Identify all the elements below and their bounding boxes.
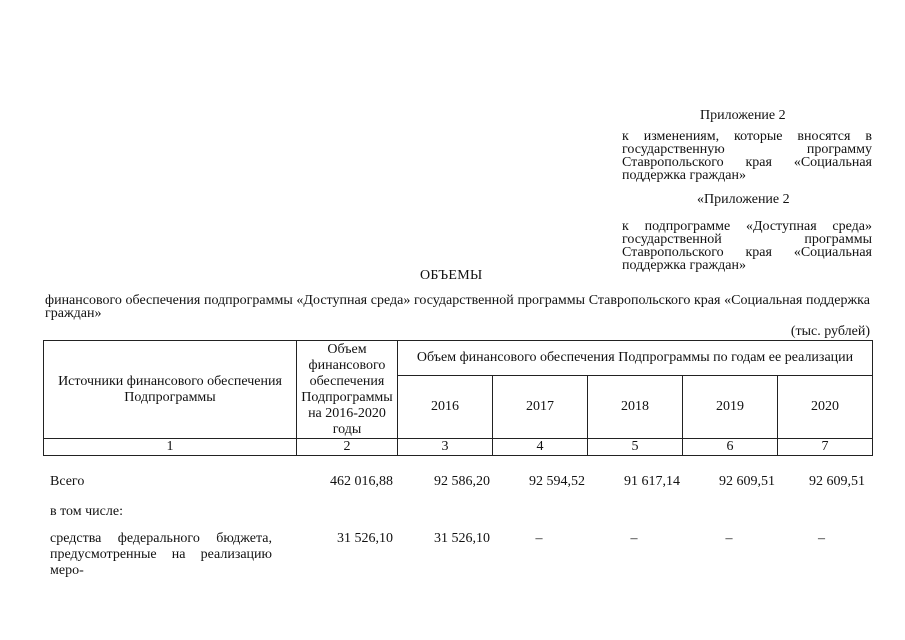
row-value: – [818,531,825,546]
header-year: 2020 [778,376,873,439]
row-value: 92 594,52 [529,474,585,489]
header-year: 2016 [398,376,493,439]
appendix-title: Приложение 2 [700,108,786,123]
column-number: 1 [44,439,297,456]
subprogram-appendix-title: «Приложение 2 [697,192,790,207]
row-label: в том числе: [50,504,123,519]
units-label: (тыс. рублей) [790,324,870,339]
row-value: – [630,531,638,546]
row-value: 92 586,20 [434,474,490,489]
row-value: 91 617,14 [624,474,680,489]
appendix-text: к изменениям, которые вносятся в государственную программу Ставропольского края «Социальная поддержка граждан» [622,129,872,183]
column-number: 6 [683,439,778,456]
column-number: 7 [778,439,873,456]
column-number: 4 [493,439,588,456]
header-year: 2019 [683,376,778,439]
financing-table [43,340,873,456]
column-number: 2 [297,439,398,456]
document-subheading: финансового обеспечения подпрограммы «Доступная среда» государственной программы Ставропольского края «Социальная поддержка граждан» [45,293,870,321]
column-number: 5 [588,439,683,456]
row-label: средства федерального бюджета, предусмотренные на реализацию меро- [50,531,272,578]
header-years-group: Объем финансового обеспечения Подпрограммы по годам ее реализации [398,341,873,376]
row-value: 31 526,10 [434,531,490,546]
row-value: – [535,531,543,546]
header-year: 2017 [493,376,588,439]
header-year: 2018 [588,376,683,439]
row-value: 92 609,51 [809,474,865,489]
header-sources: Источники финансового обеспечения Подпрограммы [44,341,297,439]
header-total: Объем финансового обеспечения Подпрограммы на 2016-2020 годы [297,341,398,439]
row-total: 462 016,88 [330,474,393,489]
document-heading: ОБЪЕМЫ [420,268,483,283]
column-number: 3 [398,439,493,456]
subprogram-appendix-text: к подпрограмме «Доступная среда» государственной программы Ставропольского края «Социальная поддержка граждан» [622,219,872,273]
row-total: 31 526,10 [337,531,393,546]
row-value: 92 609,51 [719,474,775,489]
row-value: – [725,531,733,546]
row-label: Всего [50,474,85,489]
